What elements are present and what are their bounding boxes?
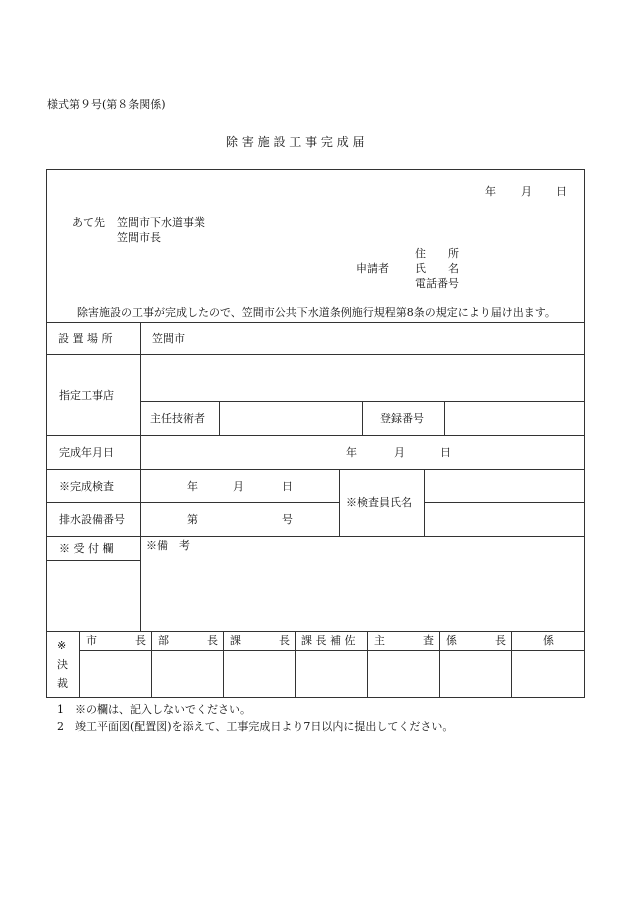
remarks-label: ※備 考 xyxy=(146,539,190,552)
completion-date-label: 完成年月日 xyxy=(59,446,114,459)
inspection-month-label: 月 xyxy=(233,480,244,493)
approval-col-director-b: 長 xyxy=(207,634,218,647)
chief-engineer-label: 主任技術者 xyxy=(150,412,205,425)
completion-day-label: 日 xyxy=(440,446,451,459)
approval-label-ketsu: 決 xyxy=(57,658,68,671)
date-day-label: 日 xyxy=(556,185,567,198)
approval-col-section-chief-b: 長 xyxy=(279,634,290,647)
drainage-no-suffix: 号 xyxy=(282,513,293,526)
date-year-label: 年 xyxy=(485,185,496,198)
registration-no-label: 登録番号 xyxy=(380,412,424,425)
form-frame xyxy=(46,169,585,698)
location-label: 設 置 場 所 xyxy=(58,332,113,345)
approval-col-unit-chief-b: 長 xyxy=(495,634,506,647)
form-title: 除 害 施 設 工 事 完 成 届 xyxy=(226,135,365,149)
approval-col-mayor-b: 長 xyxy=(135,634,146,647)
reception-label: ※ 受 付 欄 xyxy=(59,542,114,555)
inspection-label: ※完成検査 xyxy=(59,480,114,493)
note-1: 1 ※の欄は、記入しないでください。 xyxy=(57,703,251,716)
drainage-no-label: 排水設備番号 xyxy=(59,513,125,526)
submission-statement: 除害施設の工事が完成したので、笠間市公共下水道条例施行規程第8条の規定により届け出ます。 xyxy=(77,306,556,319)
inspection-year-label: 年 xyxy=(187,480,198,493)
approval-col-deputy-chief: 課 長 補 佐 xyxy=(301,634,356,647)
approval-label-sai: 裁 xyxy=(57,677,68,690)
approval-col-chief-clerk-b: 査 xyxy=(423,634,434,647)
completion-year-label: 年 xyxy=(346,446,357,459)
approval-col-chief-clerk-a: 主 xyxy=(374,634,385,647)
note-2: 2 竣工平面図(配置図)を添えて、工事完成日より7日以内に提出してください。 xyxy=(57,720,454,733)
approval-mark: ※ xyxy=(57,639,67,652)
inspector-name-label: ※検査員氏名 xyxy=(346,496,412,509)
address-label: 住 所 xyxy=(415,247,459,260)
inspection-day-label: 日 xyxy=(282,480,293,493)
location-value: 笠間市 xyxy=(152,332,185,345)
addressee-line2: 笠間市長 xyxy=(117,231,161,244)
approval-col-unit-chief-a: 係 xyxy=(446,634,457,647)
phone-label: 電話番号 xyxy=(415,277,459,290)
approval-col-section-chief-a: 課 xyxy=(230,634,241,647)
approval-col-staff: 係 xyxy=(543,634,554,647)
name-label: 氏 名 xyxy=(415,262,459,275)
approval-col-mayor-a: 市 xyxy=(86,634,97,647)
addressee-label: あて先 xyxy=(72,216,105,229)
approval-col-director-a: 部 xyxy=(158,634,169,647)
drainage-no-prefix: 第 xyxy=(187,513,198,526)
addressee-line1: 笠間市下水道事業 xyxy=(117,216,205,229)
completion-month-label: 月 xyxy=(394,446,405,459)
contractor-label: 指定工事店 xyxy=(59,389,114,402)
form-number: 様式第９号(第８条関係) xyxy=(47,98,166,111)
date-month-label: 月 xyxy=(521,185,532,198)
applicant-label: 申請者 xyxy=(356,262,389,275)
